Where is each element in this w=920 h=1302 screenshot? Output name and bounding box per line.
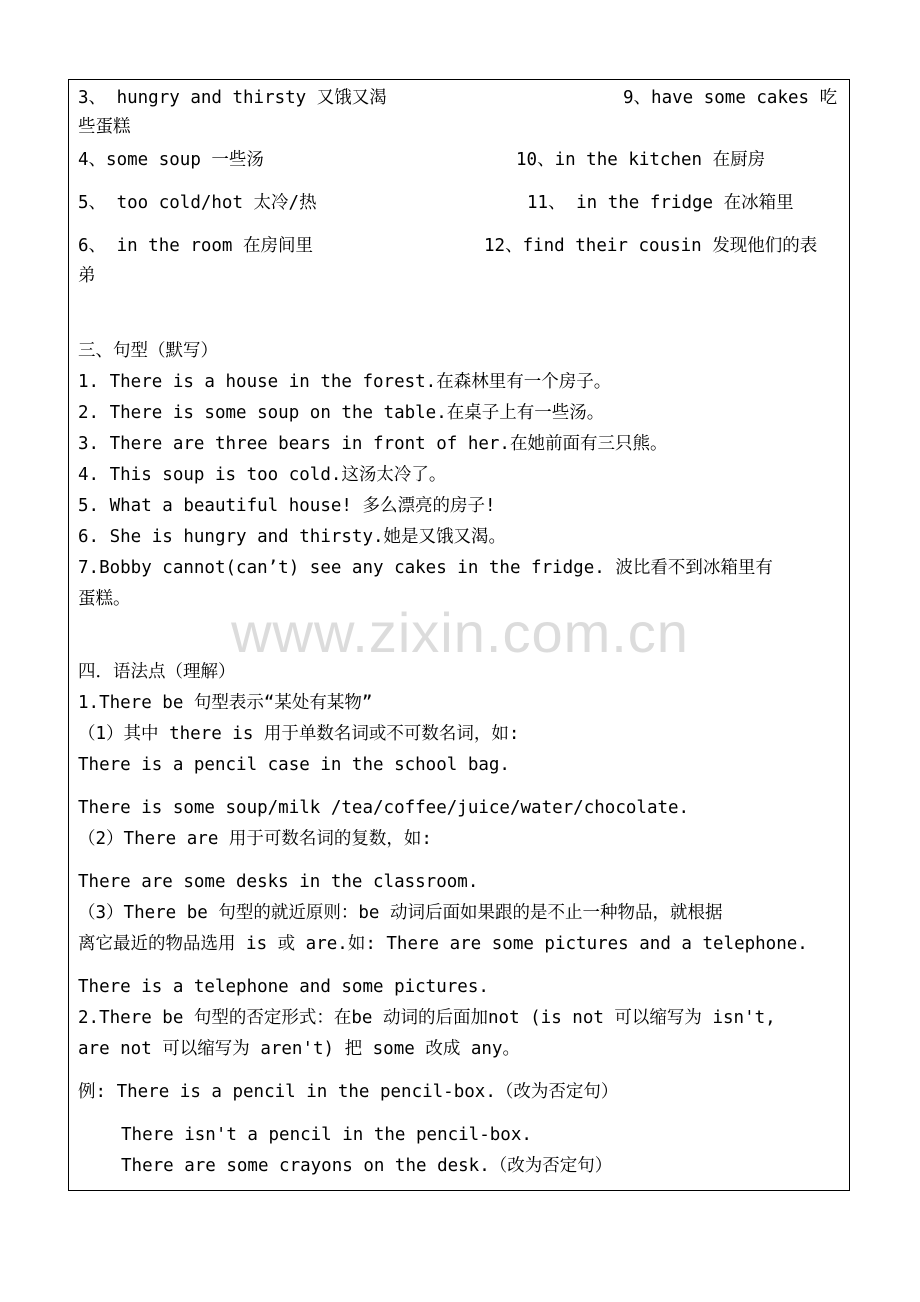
grammar-example: There is a telephone and some pictures.	[78, 977, 489, 997]
grammar-answer: There isn't a pencil in the pencil-box.	[121, 1125, 532, 1145]
sentence-item: 1. There is a house in the forest.在森林里有一个房子。	[78, 372, 612, 392]
vocab-item-4: 4、some soup 一些汤	[78, 150, 264, 170]
grammar-line: （3）There be 句型的就近原则：be 动词后面如果跟的是不止一种物品，就根据	[78, 903, 723, 923]
sentence-item: 7.Bobby cannot(can’t) see any cakes in the fridge. 波比看不到冰箱里有	[78, 558, 773, 578]
grammar-line: 2.There be 句型的否定形式：在be 动词的后面加not (is not 可以缩写为 isn't,	[78, 1008, 776, 1028]
grammar-exercise: There are some crayons on the desk.（改为否定句）	[121, 1156, 613, 1176]
vocab-item-6: 6、 in the room 在房间里	[78, 236, 314, 256]
vocab-item-5: 5、 too cold/hot 太冷/热	[78, 193, 317, 213]
sentence-item: 4. This soup is too cold.这汤太冷了。	[78, 465, 447, 485]
vocab-item-12: 12、find their cousin 发现他们的表	[484, 236, 818, 256]
sentence-item: 6. She is hungry and thirsty.她是又饿又渴。	[78, 527, 507, 547]
grammar-line: are not 可以缩写为 aren't) 把 some 改成 any。	[78, 1039, 520, 1059]
vocab-item-11: 11、 in the fridge 在冰箱里	[527, 193, 794, 213]
vocab-item-9: 9、have some cakes 吃	[623, 88, 838, 108]
grammar-line: （2）There are 用于可数名词的复数，如:	[78, 829, 432, 849]
section-heading-sentences: 三、句型（默写）	[78, 341, 218, 361]
grammar-example: There is some soup/milk /tea/coffee/juice/water/chocolate.	[78, 798, 690, 818]
vocab-item-9-cont: 些蛋糕	[78, 117, 131, 137]
sentence-item-cont: 蛋糕。	[78, 589, 131, 609]
grammar-example: There are some desks in the classroom.	[78, 872, 479, 892]
grammar-line: 1.There be 句型表示“某处有某物”	[78, 693, 373, 713]
section-heading-grammar: 四．语法点（理解）	[78, 662, 236, 682]
grammar-line: （1）其中 there is 用于单数名词或不可数名词，如:	[78, 724, 520, 744]
sentence-item: 5. What a beautiful house! 多么漂亮的房子!	[78, 496, 496, 516]
sentence-item: 2. There is some soup on the table.在桌子上有一些汤。	[78, 403, 605, 423]
watermark: www.zixin.com.cn	[231, 601, 689, 664]
vocab-item-10: 10、in the kitchen 在厨房	[516, 150, 766, 170]
vocab-item-12-cont: 弟	[78, 266, 96, 286]
sentence-item: 3. There are three bears in front of her.在她前面有三只熊。	[78, 434, 668, 454]
grammar-line: 离它最近的物品选用 is 或 are.如: There are some pictures and a telephone.	[78, 934, 808, 954]
vocab-item-3: 3、 hungry and thirsty 又饿又渴	[78, 88, 387, 108]
grammar-exercise: 例: There is a pencil in the pencil-box.（改为否定句）	[78, 1082, 619, 1102]
grammar-example: There is a pencil case in the school bag.	[78, 755, 510, 775]
